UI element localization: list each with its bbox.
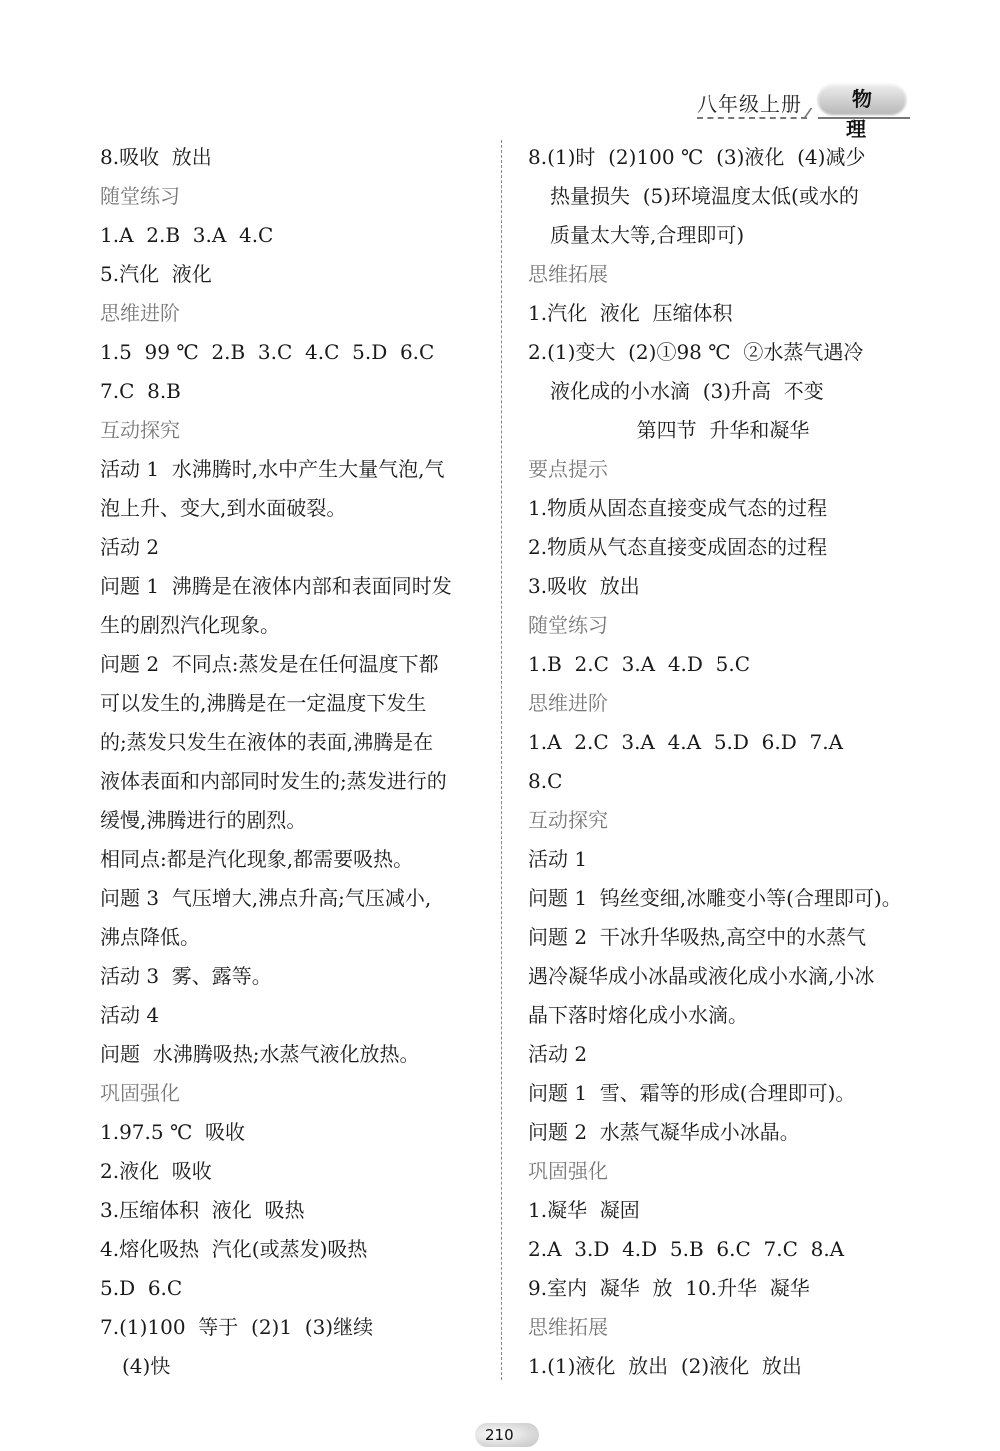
left-column: [100, 138, 500, 1386]
answer-line: 问题 2 干冰升华吸热,高空中的水蒸气: [528, 925, 867, 949]
answer-line: 8.吸收 放出: [100, 145, 212, 169]
answer-line: 遇冷凝华成小冰晶或液化成小水滴,小冰: [528, 964, 875, 988]
answer-line: 问题 1 钨丝变细,冰雕变小等(合理即可)。: [528, 886, 902, 910]
section-heading: 巩固强化: [100, 1081, 180, 1105]
section-heading: 互动探究: [100, 418, 180, 442]
answer-line: 7.C 8.B: [100, 379, 181, 403]
answer-line: 问题 3 气压增大,沸点升高;气压减小,: [100, 886, 432, 910]
answer-line: 缓慢,沸腾进行的剧烈。: [100, 808, 307, 832]
section-heading: 巩固强化: [528, 1159, 608, 1183]
answer-line: 活动 3 雾、露等。: [100, 964, 272, 988]
answer-line: 1.(1)液化 放出 (2)液化 放出: [528, 1354, 802, 1378]
answer-line: 2.A 3.D 4.D 5.B 6.C 7.C 8.A: [528, 1237, 845, 1261]
header-dashed-rule: [697, 117, 807, 119]
answer-line: 1.5 99 ℃ 2.B 3.C 4.C 5.D 6.C: [100, 340, 435, 364]
answer-line: 问题 1 沸腾是在液体内部和表面同时发: [100, 574, 452, 598]
answer-line: 质量太大等,合理即可): [550, 223, 745, 247]
answer-line: 的;蒸发只发生在液体的表面,沸腾是在: [100, 730, 434, 754]
answer-line: 活动 2: [100, 535, 160, 559]
answer-line: 8.C: [528, 769, 563, 793]
answer-line: 相同点:都是汽化现象,都需要吸热。: [100, 847, 414, 871]
answer-line: 问题 水沸腾吸热;水蒸气液化放热。: [100, 1042, 420, 1066]
section-heading: 思维进阶: [100, 301, 180, 325]
answer-line: 2.物质从气态直接变成固态的过程: [528, 535, 828, 559]
answer-line: 8.(1)时 (2)100 ℃ (3)液化 (4)减少: [528, 145, 866, 169]
answer-line: 生的剧烈汽化现象。: [100, 613, 280, 637]
answer-line: 活动 4: [100, 1003, 160, 1027]
section-heading: 互动探究: [528, 808, 608, 832]
answer-line: 2.(1)变大 (2)①98 ℃ ②水蒸气遇冷: [528, 340, 864, 364]
section-heading: 思维拓展: [528, 1315, 608, 1339]
answer-line: 1.凝华 凝固: [528, 1198, 640, 1222]
answer-line: 问题 2 不同点:蒸发是在任何温度下都: [100, 652, 439, 676]
section-heading: 随堂练习: [528, 613, 608, 637]
answer-line: 1.A 2.C 3.A 4.A 5.D 6.D 7.A: [528, 730, 844, 754]
section-heading: 要点提示: [528, 457, 608, 481]
section-heading: 思维进阶: [528, 691, 608, 715]
answer-line: 泡上升、变大,到水面破裂。: [100, 496, 347, 520]
answer-line: 2.液化 吸收: [100, 1159, 212, 1183]
answer-line: 液化成的小水滴 (3)升高 不变: [550, 379, 824, 403]
answer-line: 晶下落时熔化成小水滴。: [528, 1003, 748, 1027]
answer-line: 1.97.5 ℃ 吸收: [100, 1120, 246, 1144]
grade-label: 八年级上册: [697, 92, 802, 116]
answer-line: 问题 2 水蒸气凝华成小冰晶。: [528, 1120, 800, 1144]
answer-line: 1.A 2.B 3.A 4.C: [100, 223, 274, 247]
answer-line: 1.汽化 液化 压缩体积: [528, 301, 733, 325]
answer-line: 9.室内 凝华 放 10.升华 凝华: [528, 1276, 810, 1300]
answer-line: 5.汽化 液化: [100, 262, 212, 286]
answer-line: 液体表面和内部同时发生的;蒸发进行的: [100, 769, 447, 793]
answer-line: 3.压缩体积 液化 吸热: [100, 1198, 305, 1222]
page-number: 210: [475, 1423, 539, 1447]
section-heading: 思维拓展: [528, 262, 608, 286]
answer-line: 1.B 2.C 3.A 4.D 5.C: [528, 652, 751, 676]
answer-line: 沸点降低。: [100, 925, 200, 949]
answer-line: 5.D 6.C: [100, 1276, 183, 1300]
answer-line: 3.吸收 放出: [528, 574, 640, 598]
answer-line: 活动 1: [528, 847, 588, 871]
answer-line: (4)快: [122, 1354, 171, 1378]
watermark-logo: [812, 1352, 992, 1444]
answer-line: 1.物质从固态直接变成气态的过程: [528, 496, 828, 520]
answer-line: 4.熔化吸热 汽化(或蒸发)吸热: [100, 1237, 368, 1261]
answer-line: 可以发生的,沸腾是在一定温度下发生: [100, 691, 427, 715]
right-column: [528, 138, 918, 1386]
chapter-title: 第四节 升华和凝华: [636, 418, 810, 442]
subject-badge: 物 理: [818, 84, 906, 114]
answer-line: 问题 1 雪、霜等的形成(合理即可)。: [528, 1081, 856, 1105]
answer-line: 活动 1 水沸腾时,水中产生大量气泡,气: [100, 457, 445, 481]
section-heading: 随堂练习: [100, 184, 180, 208]
answer-line: 7.(1)100 等于 (2)1 (3)继续: [100, 1315, 374, 1339]
column-divider: [501, 140, 502, 1380]
answer-line: 活动 2: [528, 1042, 588, 1066]
answer-line: 热量损失 (5)环境温度太低(或水的: [550, 184, 859, 208]
